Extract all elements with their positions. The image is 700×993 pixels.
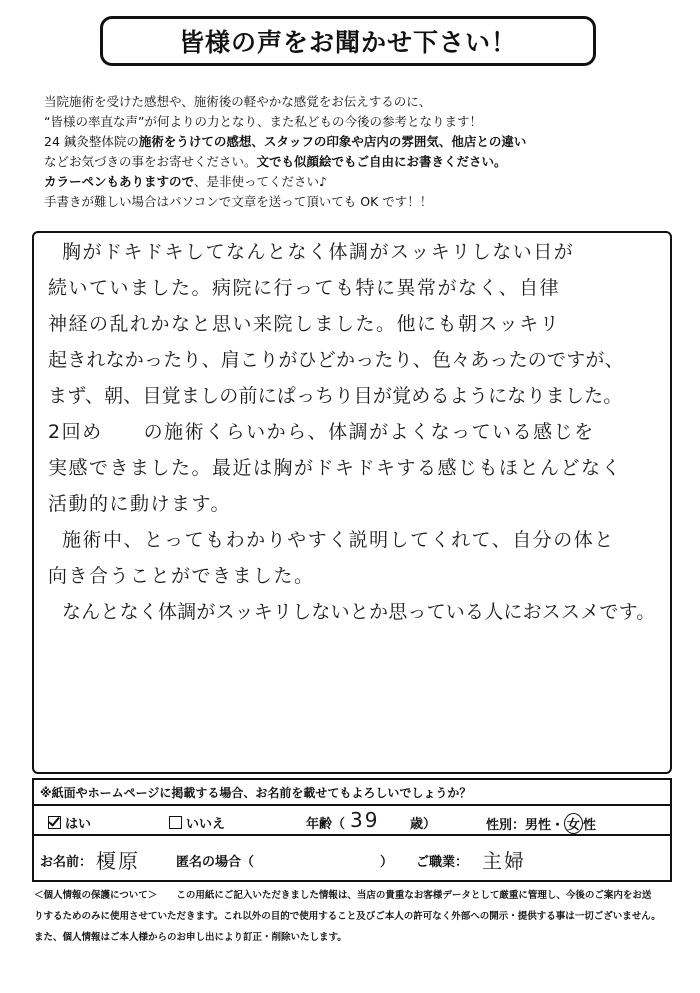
gender-female-selected[interactable]: 女 <box>564 813 583 834</box>
privacy-line: また、個人情報はご本人様からのお申し出により訂正・削除いたします。 <box>34 932 347 943</box>
intro-line: “皆様の率直な声”が何よりの力となり、また私どもの今後の参考となります！ <box>44 114 482 129</box>
privacy-line <box>34 885 674 906</box>
intro-text-bold: 施術をうけての感想、スタッフの印象や店内の雰囲気、他店との違い <box>138 134 527 149</box>
testimonial-line: 続いていました。病院に行っても特に異常がなく、自律 <box>48 277 561 299</box>
job-value[interactable]: 主婦 <box>482 849 526 873</box>
yes-label: はい <box>65 817 92 832</box>
testimonial-line: 活動的に動けます。 <box>48 493 231 515</box>
info-form <box>32 778 672 882</box>
testimonial-line: 施術中、とってもわかりやすく説明してくれて、自分の体と <box>62 529 615 551</box>
testimonial-line: まず、朝、目覚ましの前にぱっちり目が覚めるようになりました。 <box>48 385 623 407</box>
testimonial-text <box>48 234 678 630</box>
intro-line: 当院施術を受けた感想や、施術後の軽やかな感覚をお伝えするのに、 <box>44 94 432 109</box>
testimonial-line: 神経の乱れかなと思い来院しました。他にも朝スッキリ <box>48 313 561 335</box>
name-label: お名前： <box>40 855 93 870</box>
intro-text-normal: 、是非使ってください♪ <box>194 174 327 189</box>
privacy-heading: ＜個人情報の保護について＞ <box>34 890 158 901</box>
privacy-text: この用紙にご記入いただきました情報は、当店の貴重なお客様データとして厳重に管理し、今後のご案内をお送 <box>176 890 652 901</box>
gender-field <box>486 813 596 834</box>
anon-close: ） <box>380 855 394 870</box>
privacy-line: りするためのみに使用させていただきます。これ以外の目的で使用すること及びご本人の許可なく外部への開示・提供する事は一切ございません。 <box>34 911 661 922</box>
consent-row <box>34 806 670 836</box>
intro-text-bold: カラーペンもありますので <box>44 174 195 189</box>
privacy-notice <box>34 885 674 948</box>
testimonial-line: 2回め の施術くらいから、体調がよくなっている感じを <box>48 421 595 443</box>
consent-question: ※紙面やホームページに掲載する場合、お名前を載せてもよろしいでしょうか？ <box>34 780 670 806</box>
intro-line <box>44 152 674 172</box>
yes-option[interactable] <box>48 813 91 832</box>
testimonial-line: 向き合うことができました。 <box>48 565 315 587</box>
anon-label: 匿名の場合（ <box>176 855 255 870</box>
testimonial-line: なんとなく体調がスッキリしないとか思っている人におススメです。 <box>62 601 656 623</box>
page-title: 皆様の声をお聞かせ下さい！ <box>100 16 596 66</box>
no-option[interactable] <box>169 813 225 832</box>
job-label: ご職業： <box>416 855 469 870</box>
age-value[interactable]: 39 <box>350 808 380 832</box>
checkbox-icon[interactable] <box>169 816 182 829</box>
no-label: いいえ <box>186 817 226 832</box>
intro-line: 手書きが難しい場合はパソコンで文章を送って頂いても OK です！！ <box>44 194 433 209</box>
intro-line <box>44 172 674 192</box>
testimonial-line: 胸がドキドキしてなんとなく体調がスッキリしない日が <box>62 241 575 263</box>
intro-text-bold: 文でも似顔絵でもご自由にお書きください。 <box>256 154 507 169</box>
intro-text-normal: などお気づきの事をお寄せください。 <box>44 154 257 169</box>
testimonial-line: 実感できました。最近は胸がドキドキする感じもほとんどなく <box>48 457 623 479</box>
intro-line <box>44 132 674 152</box>
testimonial-line: 起きれなかったり、肩こりがひどかったり、色々あったのですが、 <box>48 349 624 371</box>
name-row <box>34 836 670 882</box>
intro-text-normal: 24 鍼灸整体院の <box>44 134 139 149</box>
gender-male[interactable]: 男性・ <box>525 818 565 833</box>
checkbox-checked-icon[interactable] <box>48 816 61 829</box>
gender-female-suffix: 性 <box>583 818 597 833</box>
age-unit: 歳） <box>410 817 437 832</box>
name-value[interactable]: 榎原 <box>96 849 140 873</box>
age-label: 年齢（ <box>306 817 346 832</box>
intro-text <box>44 92 674 212</box>
gender-label: 性別： <box>486 818 526 833</box>
